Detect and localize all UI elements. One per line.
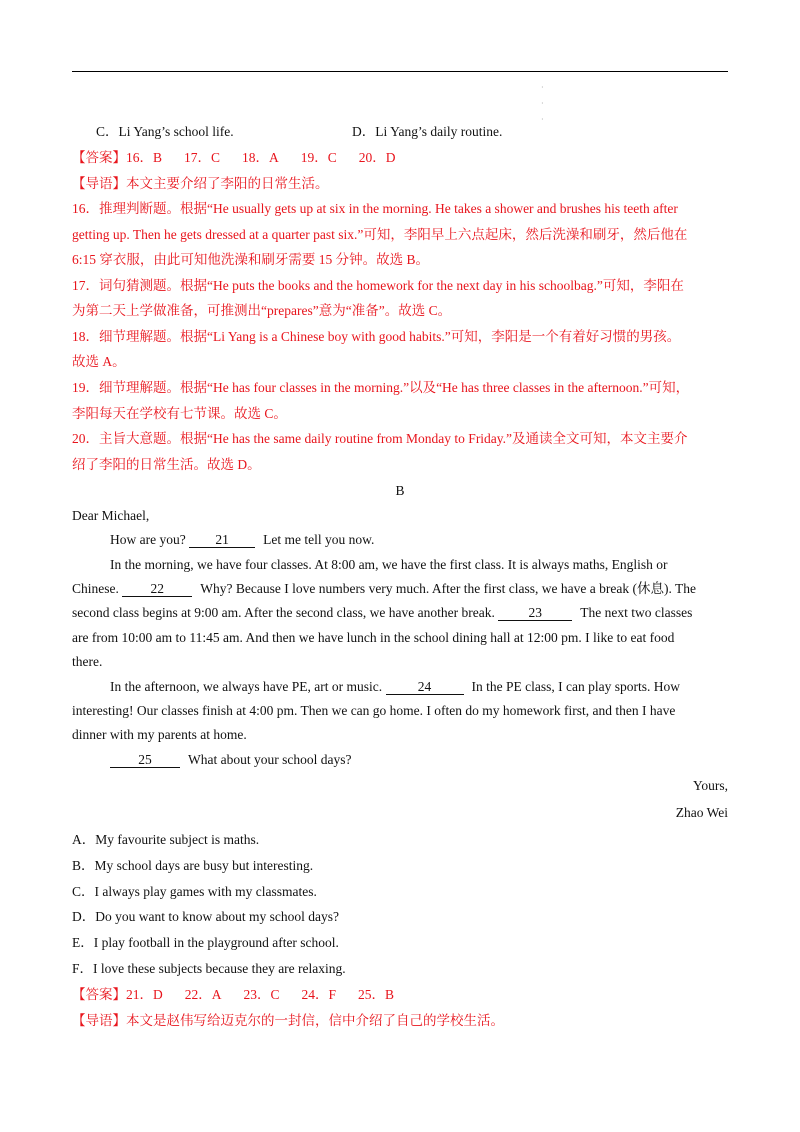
answer-21: 21．D [126,987,163,1002]
option-d: D．Do you want to know about my school days? [72,909,339,924]
letter-closing: Yours, [692,778,728,793]
option-b: B．My school days are busy but interesting. [72,858,314,873]
letter-line: there. [72,654,103,669]
letter-text: In the afternoon, we always have PE, art or music. [110,679,383,694]
explanation-line: 李阳每天在学校有七节课。故选 C。 [72,406,287,421]
letter-text: second class begins at 9:00 am. After the second class, we have another break. [72,605,495,620]
letter-line [110,678,728,696]
explanation-line: 故选 A。 [72,354,126,369]
blank-23[interactable]: 23 [498,605,572,621]
explanation-line: 绍了李阳的日常生活。故选 D。 [72,457,261,472]
letter-line [110,531,728,549]
answer-17: 17．C [184,150,221,165]
guide-b: 【导语】本文是赵伟写给迈克尔的一封信，信中介绍了自己的学校生活。 [72,1013,504,1028]
answer-tag: 【答案】 [72,987,126,1002]
blank-22[interactable]: 22 [122,581,192,597]
answer-23: 23．C [243,987,280,1002]
blank-25[interactable]: 25 [110,752,180,768]
answer-19: 19．C [300,150,337,165]
answer-tag: 【答案】 [72,150,126,165]
letter-signature: Zhao Wei [675,805,728,820]
explanation-line: getting up. Then he gets dressed at a quarter past six.”可知，李阳早上六点起床，然后洗澡和刷牙，然后他在 [72,227,688,242]
explanation-line: 16．推理判断题。根据“He usually gets up at six in the morning. He takes a shower and brushes his teeth after [72,201,678,216]
letter-line: In the morning, we have four classes. At 8:00 am, we have the first class. It is always maths, English or [110,557,668,572]
option-f: F．I love these subjects because they are relaxing. [72,961,346,976]
letter-text: The next two classes [580,605,693,620]
answer-18: 18．A [242,150,279,165]
header-rule [72,71,728,72]
guide-a: 【导语】本文主要介绍了李阳的日常生活。 [72,176,329,191]
explanation-line: 为第二天上学做准备，可推测出“prepares”意为“准备”。故选 C。 [72,303,452,318]
explanation-line: 17．词句猜测题。根据“He puts the books and the homework for the next day in his schoolbag.”可知，李阳在 [72,278,684,293]
letter-text: Why? Because I love numbers very much. After the first class, we have a break (休息). The [200,581,696,596]
answer-line-b [72,986,728,1004]
answer-25: 25．B [358,987,395,1002]
answer-20: 20．D [358,150,396,165]
blank-21[interactable]: 21 [189,532,255,548]
option-a: A．My favourite subject is maths. [72,832,260,847]
letter-line: are from 10:00 am to 11:45 am. And then we have lunch in the school dining hall at 12:00 pm. I like to eat food [72,630,675,645]
letter-text: How are you? [110,532,186,547]
answer-22: 22．A [184,987,222,1002]
letter-line [72,604,728,622]
option-c: C．Li Yang’s school life. [96,124,234,139]
option-e: E．I play football in the playground after school. [72,935,339,950]
blank-24[interactable]: 24 [386,679,464,695]
letter-line [72,580,728,598]
explanation-line: 18．细节理解题。根据“Li Yang is a Chinese boy with good habits.”可知，李阳是一个有着好习惯的男孩。 [72,329,681,344]
explanation-line: 20．主旨大意题。根据“He has the same daily routine from Monday to Friday.”及通读全文可知，本文主要介 [72,431,688,446]
letter-text: What about your school days? [188,752,352,767]
letter-line: dinner with my parents at home. [72,727,247,742]
letter-text: Let me tell you now. [263,532,375,547]
option-c: C．I always play games with my classmates. [72,884,317,899]
header-dots: · · · [541,83,544,124]
letter-text: Chinese. [72,581,119,596]
option-d: D．Li Yang’s daily routine. [352,124,503,139]
section-heading-b: B [395,483,405,498]
letter-text: In the PE class, I can play sports. How [471,679,681,694]
letter-line: interesting! Our classes finish at 4:00 pm. Then we can go home. I often do my homework first, and then I have [72,703,676,718]
answer-16: 16．B [126,150,163,165]
letter-greeting: Dear Michael, [72,508,150,523]
answer-24: 24．F [301,987,337,1002]
explanation-line: 6:15 穿衣服，由此可知他洗澡和刷牙需要 15 分钟。故选 B。 [72,252,430,267]
explanation-line: 19．细节理解题。根据“He has four classes in the morning.”以及“He has three classes in the afternoon.”可知， [72,380,690,395]
answer-line-a [72,149,728,167]
letter-line [110,751,728,769]
